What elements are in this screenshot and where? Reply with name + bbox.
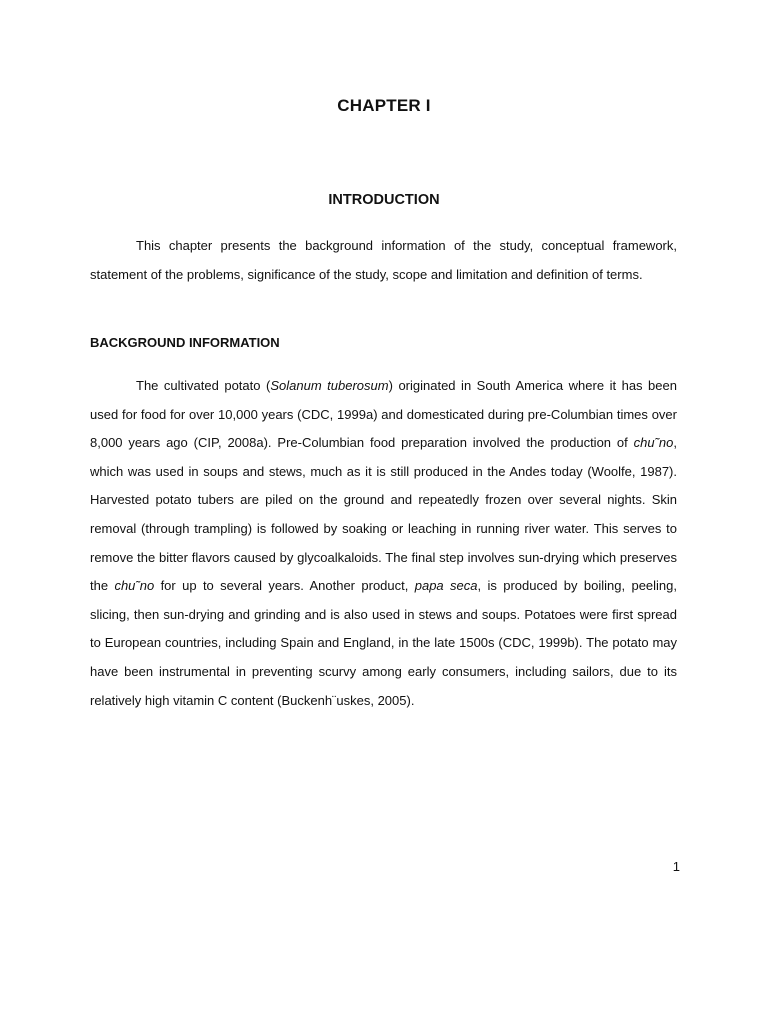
introduction-heading: INTRODUCTION bbox=[328, 192, 440, 208]
background-text-segment: for up to several years. Another product, bbox=[154, 578, 415, 594]
background-paragraph bbox=[90, 372, 677, 715]
background-text-segment: , is produced by boiling, peeling, slicing, then sun-drying and grinding and is also used in stews and soups. Potatoes were first spread to European countries, including Spain and England, in the late 1500s (CDC, 1999b). The potato may have been instrumental in preventing scurvy among early consumers, including sailors, due to its relatively high vitamin C content (Buckenh¨uskes, 2005). bbox=[90, 578, 678, 708]
chuno-term: chu˜no bbox=[114, 578, 155, 594]
species-name: Solanum tuberosum bbox=[270, 378, 389, 393]
background-text-segment: The cultivated potato ( bbox=[136, 378, 271, 393]
background-information-heading: BACKGROUND INFORMATION bbox=[90, 335, 280, 350]
background-text-segment: ) originated in South America where it has been used for food for over 10,000 years (CDC, 1999a) and domesticated during pre-Columbian times over 8,000 years ago (CIP, 2008a). Pre-Columbian food preparation involved the production of bbox=[90, 378, 677, 451]
papa-seca-term: papa seca bbox=[414, 578, 478, 594]
chapter-title: CHAPTER I bbox=[337, 96, 431, 115]
background-text-segment: , which was used in soups and stews, much as it is still produced in the Andes today (Woolfe, 1987). Harvested potato tubers are piled on the ground and repeatedly frozen over several nights. Skin removal (through trampling) is followed by soaking or leaching in running river water. This serves to remove the bitter flavors caused by glycoalkaloids. The final step involves sun-drying which preserves the bbox=[90, 435, 677, 594]
chuno-term: chu˜no bbox=[633, 435, 674, 451]
page-number: 1 bbox=[672, 859, 680, 874]
introduction-paragraph: This chapter presents the background information of the study, conceptual framework, statement of the problems, significance of the study, scope and limitation and definition of terms. bbox=[90, 238, 677, 282]
